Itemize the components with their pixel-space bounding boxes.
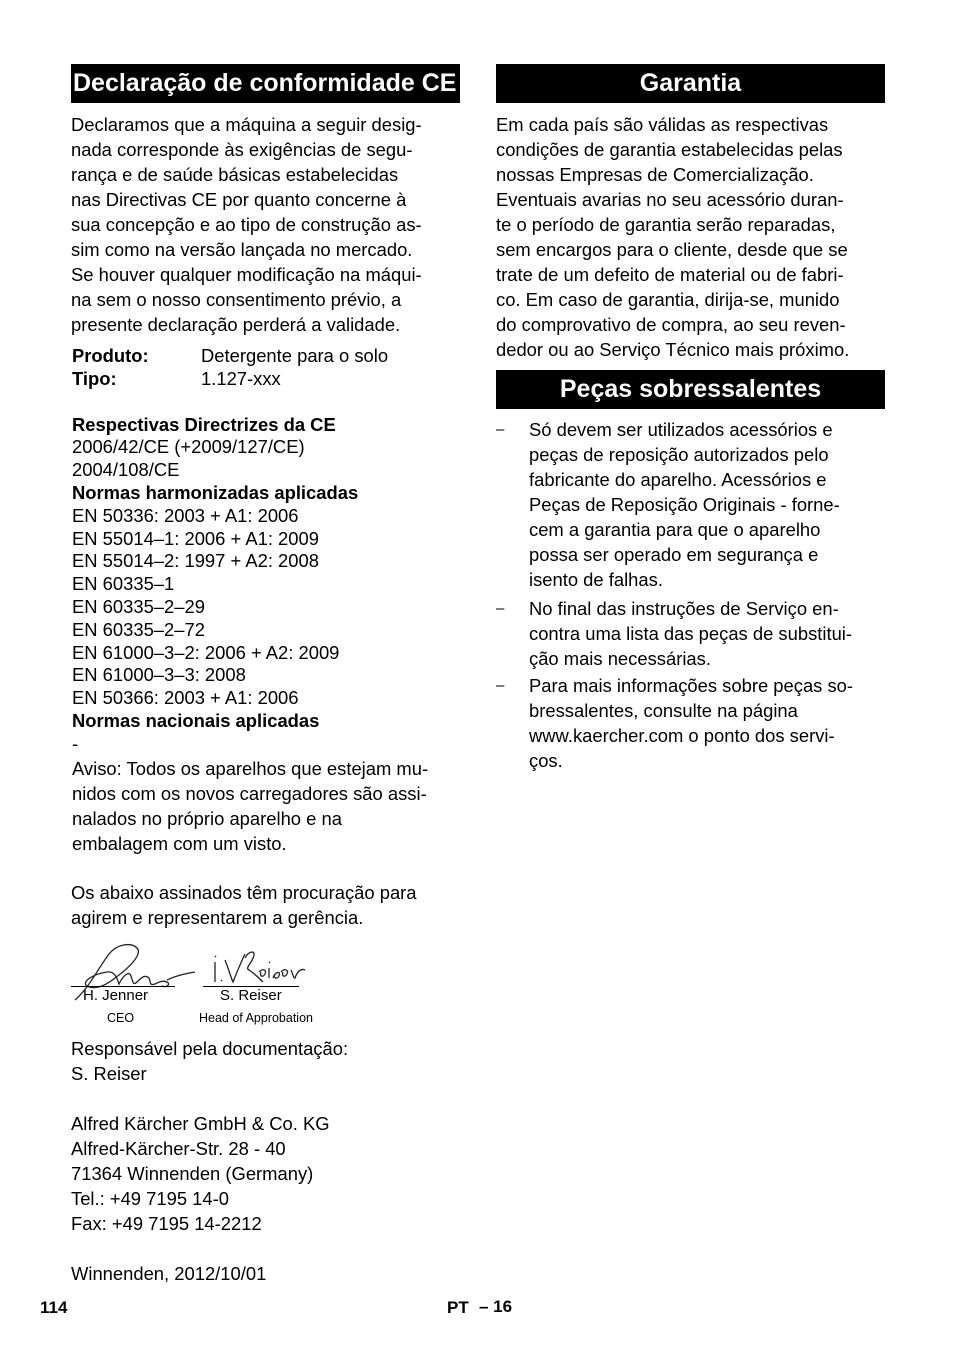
- harmonized-item: EN 50366: 2003 + A1: 2006: [72, 687, 299, 709]
- left-column: [71, 64, 463, 1286]
- product-label: Produto:: [72, 345, 149, 366]
- type-value: 1.127-xxx: [201, 367, 281, 389]
- harmonized-item: EN 60335–2–72: [72, 618, 205, 640]
- type-row: [72, 368, 463, 391]
- harmonized-item: EN 55014–2: 1997 + A2: 2008: [72, 550, 319, 572]
- place-date: Winnenden, 2012/10/01: [71, 1262, 267, 1284]
- harmonized-item: EN 61000–3–3: 2008: [72, 664, 246, 686]
- conformity-intro: Declaramos que a máquina a seguir desig- nada corresponde às exigências de segu- rança e de saúde básicas estabelecidas nas Directivas CE por quanto concerne à sua concepção e ao tipo de construção as- sim como na versão lançada no mercado. Se houver qualquer modificação na máqui- na sem o nosso consentimento prévio, a presente declaração perderá a validade.: [71, 114, 422, 335]
- directives-title: Respectivas Directrizes da CE: [72, 413, 336, 435]
- harmonized-item: EN 60335–2–29: [72, 595, 205, 617]
- notice-text: Aviso: Todos os aparelhos que estejam mu- nidos com os novos carregadores são assi- nalados no próprio aparelho e na embalagem com um visto.: [72, 757, 429, 854]
- bullet-dash: –: [496, 677, 505, 694]
- directive-item: 2006/42/CE (+2009/127/CE): [72, 436, 305, 458]
- list-item-text: Só devem ser utilizados acessórios e peças de reposição autorizados pelo fabricante do aparelho. Acessórios e Peças de Reposição Originais - forne- cem a garantia para que o aparelho possa ser operado em segurança e isento de falhas.: [529, 419, 840, 590]
- list-item-text: No final das instruções de Serviço en- contra uma lista das peças de substitui- ção mais necessárias.: [529, 598, 853, 669]
- signer2-role: Head of Approbation: [199, 1010, 313, 1025]
- signer2-name: S. Reiser: [220, 986, 282, 1004]
- signature-reiser-image: [209, 944, 309, 990]
- type-label: Tipo:: [72, 367, 117, 389]
- warranty-heading: Garantia: [496, 64, 885, 103]
- documentation-responsible: Responsável pela documentação: S. Reiser: [71, 1037, 349, 1084]
- harmonized-item: EN 50336: 2003 + A1: 2006: [72, 504, 299, 526]
- standards-block: [72, 414, 463, 856]
- national-title: Normas nacionais aplicadas: [72, 709, 320, 731]
- section-page-number: – 16: [479, 1297, 513, 1316]
- signer1-role: CEO: [107, 1010, 135, 1025]
- harmonized-title: Normas harmonizadas aplicadas: [72, 481, 359, 503]
- directive-item: 2004/108/CE: [72, 459, 180, 481]
- list-item: [496, 596, 885, 671]
- company-address: Alfred Kärcher GmbH & Co. KG Alfred-Kärcher-Str. 28 - 40 71364 Winnenden (Germany) Tel.: +49 7195 14-0 Fax: +49 7195 14-2212: [71, 1112, 330, 1234]
- spare-parts-list: [496, 417, 885, 773]
- list-item: [496, 673, 885, 773]
- harmonized-item: EN 61000–3–2: 2006 + A2: 2009: [72, 641, 340, 663]
- right-column: [496, 64, 885, 773]
- language-code: PT: [447, 1298, 469, 1317]
- page-number: 114: [40, 1298, 68, 1317]
- signature-block: [71, 940, 463, 1030]
- bullet-dash: –: [496, 421, 505, 438]
- list-item-text: Para mais informações sobre peças so- bressalentes, consulte na página www.kaercher.com o ponto dos servi- ços.: [529, 675, 854, 771]
- bullet-dash: –: [496, 600, 505, 617]
- product-info: [72, 345, 463, 391]
- national-value: -: [72, 732, 79, 754]
- harmonized-item: EN 60335–1: [72, 573, 175, 595]
- product-row: [72, 345, 463, 368]
- signers-intro: Os abaixo assinados têm procuração para agirem e representarem a gerência.: [71, 881, 417, 928]
- spare-parts-heading: Peças sobressalentes: [496, 370, 885, 409]
- warranty-text: Em cada país são válidas as respectivas condições de garantia estabelecidas pelas nossas Empresas de Comercialização. Eventuais avarias no seu acessório duran- te o período de garantia serão reparadas, sem encargos para o cliente, desde que se trate de um defeito de material ou de fabri- co. Em caso de garantia, dirija-se, munido do comprovativo de compra, ao seu reven- dedor ou ao Serviço Técnico mais próximo.: [496, 114, 850, 360]
- signer1-name: H. Jenner: [83, 986, 149, 1004]
- list-item: [496, 417, 885, 592]
- product-value: Detergente para o solo: [201, 345, 389, 366]
- conformity-heading: Declaração de conformidade CE: [71, 64, 460, 103]
- harmonized-item: EN 55014–1: 2006 + A1: 2009: [72, 527, 319, 549]
